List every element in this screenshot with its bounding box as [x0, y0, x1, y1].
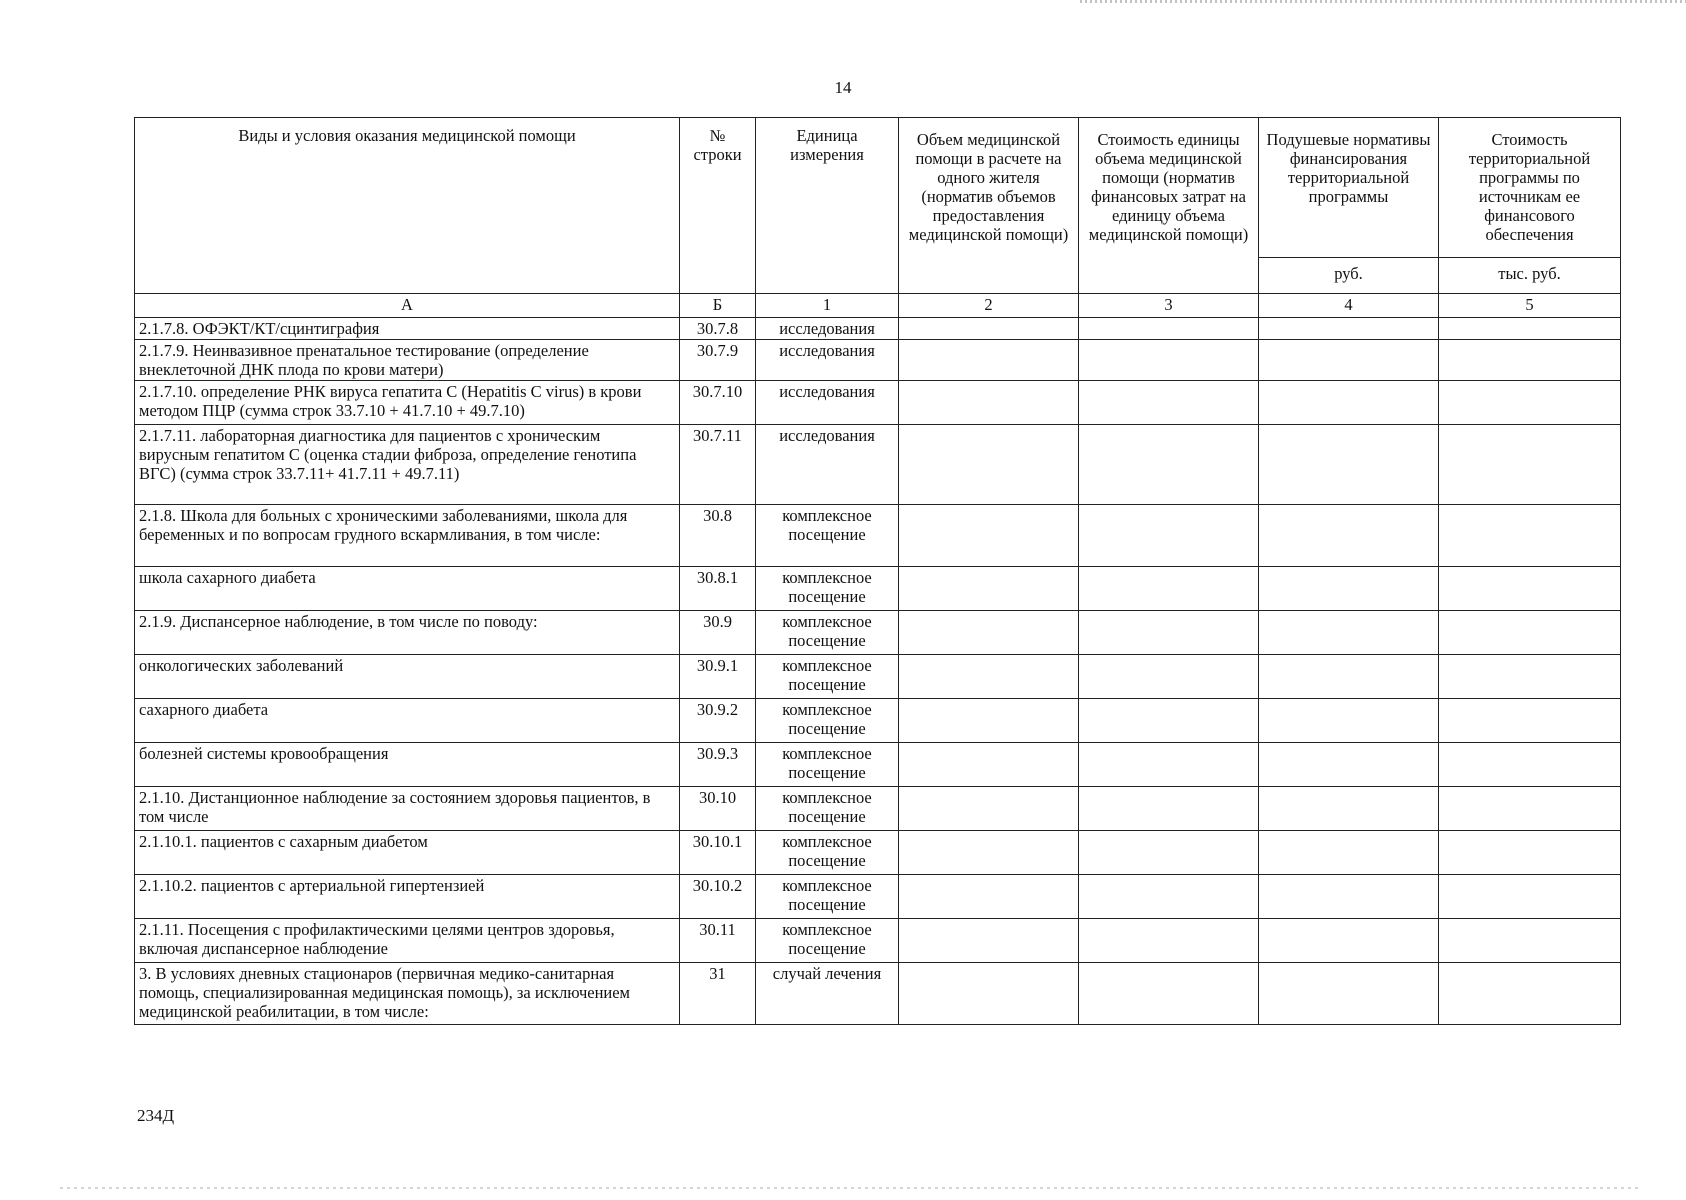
row-value-cell-3 — [1259, 963, 1439, 1025]
row-value-cell-1 — [899, 425, 1079, 505]
page-number: 14 — [834, 78, 852, 97]
row-value-cell-4 — [1439, 963, 1621, 1025]
row-value-cell-2 — [1079, 963, 1259, 1025]
table-row — [135, 963, 1621, 1025]
table-row — [135, 787, 1621, 831]
row-value-cell-4 — [1439, 425, 1621, 505]
table-row — [135, 875, 1621, 919]
row-value-cell-2 — [1079, 787, 1259, 831]
row-value-cell-2 — [1079, 611, 1259, 655]
row-value-cell-1 — [899, 743, 1079, 787]
row-value-cell-3 — [1259, 505, 1439, 567]
row-value-cell-2 — [1079, 381, 1259, 425]
row-number-cell: 30.7.9 — [680, 340, 756, 381]
table-row — [135, 831, 1621, 875]
row-name-cell: 2.1.10. Дистанционное наблюдение за состоянием здоровья пациентов, в том числе — [135, 787, 680, 831]
row-unit-cell: комплексное посещение — [756, 611, 899, 655]
row-name-cell: сахарного диабета — [135, 699, 680, 743]
row-name-cell: 2.1.9. Диспансерное наблюдение, в том числе по поводу: — [135, 611, 680, 655]
row-value-cell-1 — [899, 505, 1079, 567]
table-body — [135, 294, 1621, 1025]
row-value-cell-2 — [1079, 699, 1259, 743]
row-number-cell: 31 — [680, 963, 756, 1025]
row-value-cell-4 — [1439, 787, 1621, 831]
row-value-cell-3 — [1259, 919, 1439, 963]
row-number-cell: 30.8 — [680, 505, 756, 567]
row-value-cell-4 — [1439, 875, 1621, 919]
row-value-cell-1 — [899, 655, 1079, 699]
row-value-cell-1 — [899, 318, 1079, 340]
row-value-cell-3 — [1259, 655, 1439, 699]
row-unit-cell: комплексное посещение — [756, 831, 899, 875]
row-value-cell-4 — [1439, 505, 1621, 567]
medical-care-table — [134, 117, 1621, 1025]
row-value-cell-4 — [1439, 340, 1621, 381]
row-value-cell-1 — [899, 787, 1079, 831]
row-name-cell: школа сахарного диабета — [135, 567, 680, 611]
row-value-cell-2 — [1079, 340, 1259, 381]
row-number-cell: 30.10.2 — [680, 875, 756, 919]
row-number-cell: 30.7.8 — [680, 318, 756, 340]
row-number-cell: 30.10.1 — [680, 831, 756, 875]
row-value-cell-3 — [1259, 381, 1439, 425]
row-number-cell: 30.11 — [680, 919, 756, 963]
row-value-cell-1 — [899, 963, 1079, 1025]
row-value-cell-4 — [1439, 318, 1621, 340]
row-unit-cell: комплексное посещение — [756, 505, 899, 567]
row-name-cell: 2.1.7.9. Неинвазивное пренатальное тестирование (определение внеклеточной ДНК плода по крови матери) — [135, 340, 680, 381]
row-value-cell-4 — [1439, 381, 1621, 425]
row-name-cell: 2.1.8. Школа для больных с хроническими заболеваниями, школа для беременных и по вопросам грудного вскармливания, в том числе: — [135, 505, 680, 567]
row-unit-cell: исследования — [756, 425, 899, 505]
table-row — [135, 340, 1621, 381]
header-unit: Единица измерения — [756, 118, 899, 294]
header-name: Виды и условия оказания медицинской помощи — [135, 118, 680, 294]
row-value-cell-2 — [1079, 425, 1259, 505]
row-value-cell-1 — [899, 340, 1079, 381]
index-cell: 4 — [1259, 294, 1439, 318]
table-row — [135, 611, 1621, 655]
row-unit-cell: исследования — [756, 318, 899, 340]
header-unit-cost: Стоимость единицы объема медицинской помощи (норматив финансовых затрат на единицу объема медицинской помощи) — [1079, 118, 1259, 294]
row-value-cell-1 — [899, 567, 1079, 611]
header-unit-thousand-rub: тыс. руб. — [1439, 258, 1621, 294]
table-row — [135, 567, 1621, 611]
row-value-cell-1 — [899, 611, 1079, 655]
row-value-cell-3 — [1259, 831, 1439, 875]
row-name-cell: 2.1.7.8. ОФЭКТ/КТ/сцинтиграфия — [135, 318, 680, 340]
row-value-cell-2 — [1079, 875, 1259, 919]
index-cell: 3 — [1079, 294, 1259, 318]
index-cell: 5 — [1439, 294, 1621, 318]
row-unit-cell: случай лечения — [756, 963, 899, 1025]
table-row — [135, 655, 1621, 699]
row-value-cell-3 — [1259, 567, 1439, 611]
table-row — [135, 743, 1621, 787]
row-value-cell-3 — [1259, 340, 1439, 381]
table-row — [135, 425, 1621, 505]
table-row — [135, 699, 1621, 743]
row-name-cell: 3. В условиях дневных стационаров (первичная медико-санитарная помощь, специализированная медицинская помощь), за исключением медицинской реабилитации, в том числе: — [135, 963, 680, 1025]
row-unit-cell: комплексное посещение — [756, 919, 899, 963]
table-row — [135, 318, 1621, 340]
index-cell: 1 — [756, 294, 899, 318]
row-value-cell-3 — [1259, 425, 1439, 505]
row-name-cell: болезней системы кровообращения — [135, 743, 680, 787]
row-value-cell-2 — [1079, 743, 1259, 787]
row-value-cell-3 — [1259, 743, 1439, 787]
row-value-cell-3 — [1259, 699, 1439, 743]
row-number-cell: 30.7.10 — [680, 381, 756, 425]
table-row — [135, 381, 1621, 425]
row-value-cell-4 — [1439, 611, 1621, 655]
header-program-cost: Стоимость территориальной программы по источникам ее финансового обеспечения — [1439, 118, 1621, 258]
row-unit-cell: комплексное посещение — [756, 699, 899, 743]
row-value-cell-4 — [1439, 831, 1621, 875]
footer-document-code: 234Д — [137, 1106, 175, 1125]
row-name-cell: 2.1.10.1. пациентов с сахарным диабетом — [135, 831, 680, 875]
row-value-cell-2 — [1079, 919, 1259, 963]
row-unit-cell: комплексное посещение — [756, 875, 899, 919]
scan-edge-bottom — [60, 1187, 1640, 1189]
row-unit-cell: исследования — [756, 381, 899, 425]
row-number-cell: 30.9.2 — [680, 699, 756, 743]
row-number-cell: 30.9.1 — [680, 655, 756, 699]
row-value-cell-3 — [1259, 318, 1439, 340]
row-value-cell-4 — [1439, 743, 1621, 787]
row-value-cell-2 — [1079, 318, 1259, 340]
row-value-cell-1 — [899, 831, 1079, 875]
scan-edge-top — [1080, 0, 1686, 3]
row-value-cell-4 — [1439, 655, 1621, 699]
row-value-cell-1 — [899, 699, 1079, 743]
table-row — [135, 505, 1621, 567]
row-number-cell: 30.8.1 — [680, 567, 756, 611]
row-value-cell-1 — [899, 381, 1079, 425]
header-volume: Объем медицинской помощи в расчете на одного жителя (норматив объемов предоставления медицинской помощи) — [899, 118, 1079, 294]
index-cell: 2 — [899, 294, 1079, 318]
row-name-cell: 2.1.10.2. пациентов с артериальной гипертензией — [135, 875, 680, 919]
row-value-cell-2 — [1079, 505, 1259, 567]
row-unit-cell: комплексное посещение — [756, 787, 899, 831]
row-value-cell-2 — [1079, 567, 1259, 611]
row-unit-cell: комплексное посещение — [756, 743, 899, 787]
row-name-cell: 2.1.7.10. определение РНК вируса гепатита С (Hepatitis C virus) в крови методом ПЦР (сумма строк 33.7.10 + 41.7.10 + 49.7.10) — [135, 381, 680, 425]
row-number-cell: 30.9.3 — [680, 743, 756, 787]
row-name-cell: 2.1.11. Посещения с профилактическими целями центров здоровья, включая диспансерное наблюдение — [135, 919, 680, 963]
row-unit-cell: комплексное посещение — [756, 655, 899, 699]
header-unit-rub: руб. — [1259, 258, 1439, 294]
row-value-cell-4 — [1439, 567, 1621, 611]
index-cell: А — [135, 294, 680, 318]
row-value-cell-1 — [899, 875, 1079, 919]
row-value-cell-1 — [899, 919, 1079, 963]
row-name-cell: 2.1.7.11. лабораторная диагностика для пациентов с хроническим вирусным гепатитом С (оценка стадии фиброза, определение генотипа ВГС) (сумма строк 33.7.11+ 41.7.11 + 49.7.11) — [135, 425, 680, 505]
row-value-cell-3 — [1259, 787, 1439, 831]
row-value-cell-3 — [1259, 611, 1439, 655]
index-row — [135, 294, 1621, 318]
row-number-cell: 30.10 — [680, 787, 756, 831]
row-value-cell-2 — [1079, 831, 1259, 875]
row-number-cell: 30.7.11 — [680, 425, 756, 505]
row-value-cell-4 — [1439, 699, 1621, 743]
row-name-cell: онкологических заболеваний — [135, 655, 680, 699]
row-value-cell-4 — [1439, 919, 1621, 963]
table-row — [135, 919, 1621, 963]
row-unit-cell: исследования — [756, 340, 899, 381]
index-cell: Б — [680, 294, 756, 318]
row-value-cell-2 — [1079, 655, 1259, 699]
header-row-number: № строки — [680, 118, 756, 294]
row-value-cell-3 — [1259, 875, 1439, 919]
row-number-cell: 30.9 — [680, 611, 756, 655]
header-per-capita: Подушевые нормативы финансирования территориальной программы — [1259, 118, 1439, 258]
row-unit-cell: комплексное посещение — [756, 567, 899, 611]
table-header — [135, 118, 1621, 294]
